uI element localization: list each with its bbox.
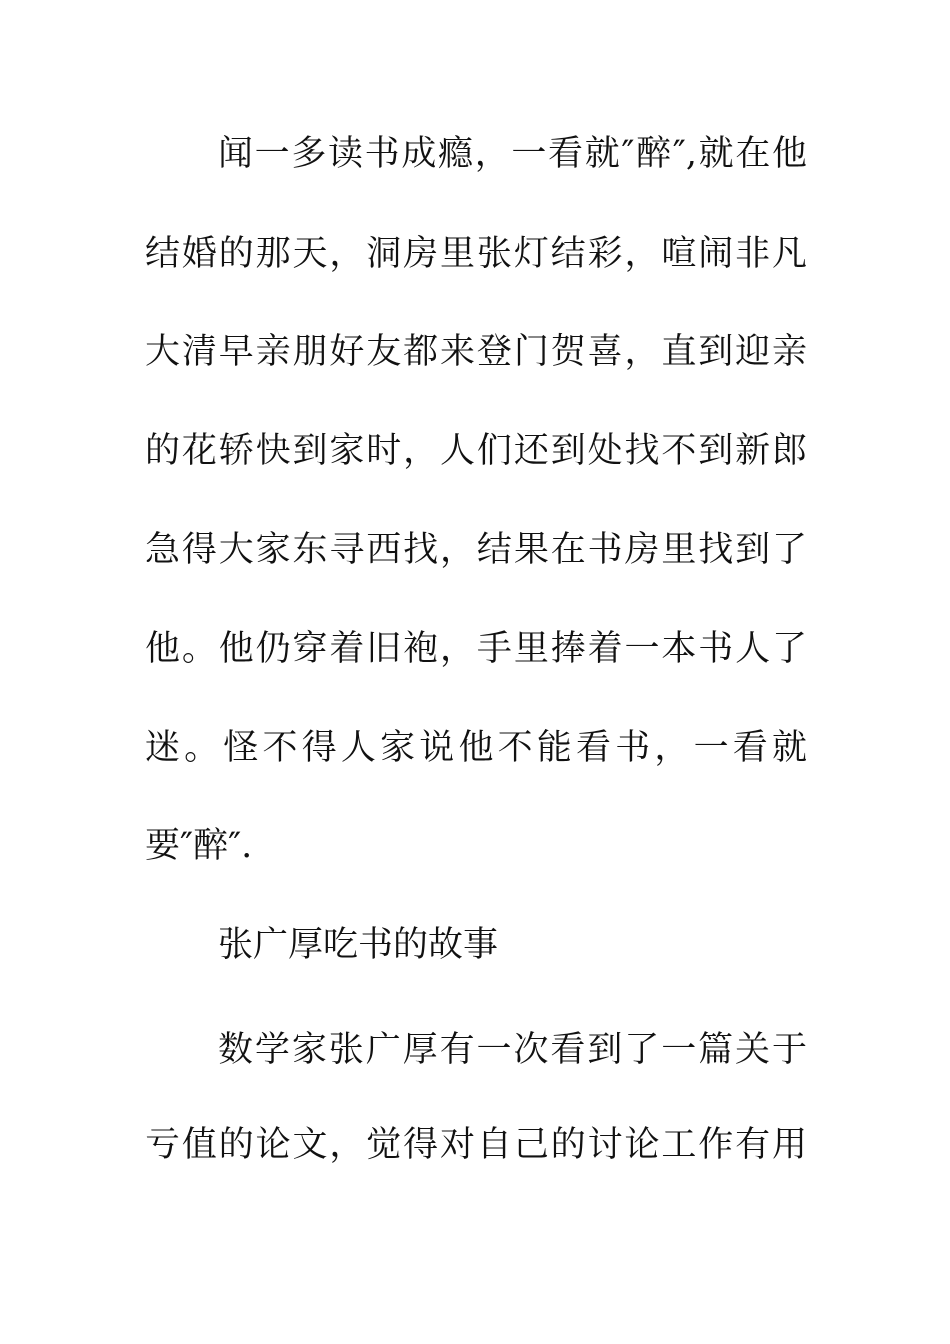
paragraph-line: 数学家张广厚有一次看到了一篇关于 bbox=[218, 1030, 807, 1070]
paragraph-line: 亏值的论文，觉得对自己的讨论工作有用 bbox=[145, 1125, 807, 1165]
paragraph-line: 结婚的那天，洞房里张灯结彩，喧闹非凡 bbox=[145, 234, 807, 274]
paragraph-line: 的花轿快到家时，人们还到处找不到新郎 bbox=[145, 431, 807, 471]
paragraph-line: 他。他仍穿着旧袍，手里捧着一本书人了 bbox=[145, 629, 807, 669]
section-heading: 张广厚吃书的故事 bbox=[218, 925, 499, 965]
paragraph-line: 大清早亲朋好友都来登门贺喜，直到迎亲 bbox=[145, 332, 807, 372]
paragraph-line: 急得大家东寻西找，结果在书房里找到了 bbox=[145, 530, 807, 570]
paragraph-line: 要″醉″. bbox=[145, 826, 253, 866]
paragraph-line: 闻一多读书成瘾，一看就″醉″,就在他 bbox=[218, 134, 807, 174]
paragraph-line: 迷。怪不得人家说他不能看书，一看就 bbox=[145, 728, 807, 768]
